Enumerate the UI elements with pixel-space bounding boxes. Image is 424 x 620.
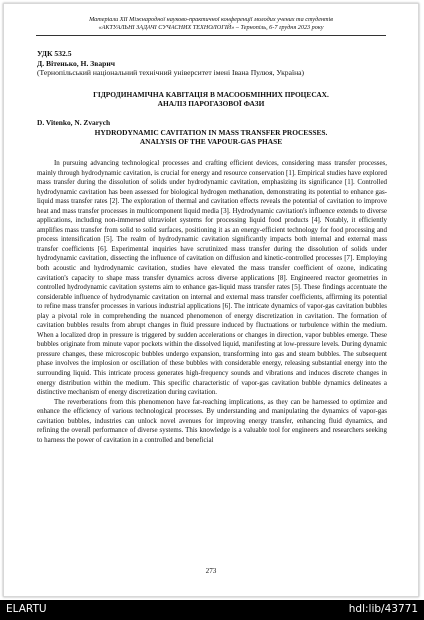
header-line-2: «АКТУАЛЬНІ ЗАДАЧІ СУЧАСНИХ ТЕХНОЛОГІЙ» – Тернопіль, 6-7 грудня 2023 року xyxy=(98,24,324,32)
title-en-line-2: ANALYSIS OF THE VAPOUR-GAS PHASE xyxy=(139,137,283,147)
handle-link[interactable]: hdl:lib/43771 xyxy=(348,603,418,615)
document-page xyxy=(3,3,419,597)
title-en-line-1: HYDRODYNAMIC CAVITATION IN MASS TRANSFER PROCESSES. xyxy=(94,128,328,137)
repository-name: ELARTU xyxy=(6,603,47,615)
header-line-1: Матеріали XII Міжнародної науково-практичної конференції молодих учених та студентів xyxy=(89,16,333,23)
udc-code: УДК 532.5 xyxy=(37,49,72,58)
authors-en: D. Vitenko, N. Zvarych xyxy=(37,118,111,127)
title-uk-line-2: АНАЛІЗ ПАРОГАЗОВОЇ ФАЗИ xyxy=(157,99,265,109)
paragraph-1: In pursuing advancing technological processes and crafting efficient devices, considering mass transfer processes, mainly through hydrodynamic cavitation, is crucial for energy and resource conservation [1]. Empirical studies have explored mass transfer during the dissolution of solids under hydrodynamic cavitation, emphasizing its significance [1]. Controlled hydrodynamic cavitation has been assessed for biological hydrogen methanation, demonstrating its potential to enhance gas-liquid mass transfer rates [2]. The exploration of thermal and cavitation effects reveals the potential of cavitation to improve heat and mass transfer processes in multicomponent liquid media [3]. Hydrodynamic cavitation's influence extends to diverse applications, including non-immersed ultraviolet systems for processing liquid food products [4]. Notably, it efficiently amplifies mass transfer from solid to solid surfaces, positioning it as an energy-efficient technology for food processing and process intensification [5]. The realm of hydrodynamic cavitation significantly impacts both internal and external mass transfer coefficients [6]. Experimental inquiries have scrutinized mass transfer during the dissolution of solids under hydrodynamic cavitation, dissecting the influence of cavitation on diffusion and kinetic-controlled processes [7]. Employing both acoustic and hydrodynamic cavitation, studies have elevated the mass transfer coefficient of ozone, indicating cavitation's capacity to shape mass transfer dynamics across diverse applications [8]. Engineered reactor geometries in controlled hydrodynamic cavitation systems aim to enhance gas-liquid mass transfer rates [5]. These findings accentuate the considerable influence of hydrodynamic cavitation on internal and external mass transfer coefficients, affirming its potential to refine mass transfer processes in various industrial applications [6]. The intricate dynamics of vapor-gas cavitation bubbles play a pivotal role in comprehending the nuanced phenomenon of energy discretization in cavitation. The formation of cavitation bubbles results from abrupt changes in fluid pressure induced by fluctuations or turbulence within the medium. When a localized drop in pressure is triggered by sudden accelerations or changes in direction, vapor bubbles emerge. These bubbles originate from minute vapor pockets within the dissolved liquid, manifesting at low-pressure levels. During dynamic pressure changes, these microscopic bubbles undergo expansion, transforming into gas and steam bubbles. The subsequent phase involves the implosion or oscillation of these bubbles with considerable energy, releasing substantial energy into the surrounding liquid. This intricate process generates high-frequency sounds and vibrations and induces discrete changes in energy distribution within the medium. This specific characteristic of vapor-gas cavitation bubble dynamics delineates a distinctive mechanism of energy discretization during cavitation. xyxy=(37,159,387,397)
title-ukrainian xyxy=(37,90,385,109)
affiliation: (Тернопільський національний технічний університет імені Івана Пулюя, Україна) xyxy=(37,68,305,78)
repository-footer xyxy=(0,600,424,620)
conference-header xyxy=(24,16,398,32)
article-meta xyxy=(37,49,387,78)
paragraph-2: The reverberations from this phenomenon have far-reaching implications, as they can be harnessed to optimize and enhance the efficiency of various technological processes. By understanding and manipulating the dynamics of vapor-gas cavitation bubbles, industries can unlock novel avenues for improving energy transfer, enhancing fluid dynamics, and refining the overall performance of diverse systems. This knowledge is a valuable tool for engineers and researchers seeking to harness the power of cavitation in a controlled and beneficial xyxy=(37,397,387,444)
authors-uk: Д. Вітенько, Н. Зварич xyxy=(37,58,116,68)
title-english xyxy=(37,128,385,147)
article-body xyxy=(37,159,387,445)
page-number: 273 xyxy=(205,567,217,575)
title-uk-line-1: ГІДРОДИНАМІЧНА КАВІТАЦІЯ В МАСООБМІННИХ ПРОЦЕСАХ. xyxy=(93,90,329,99)
header-divider xyxy=(36,35,386,36)
